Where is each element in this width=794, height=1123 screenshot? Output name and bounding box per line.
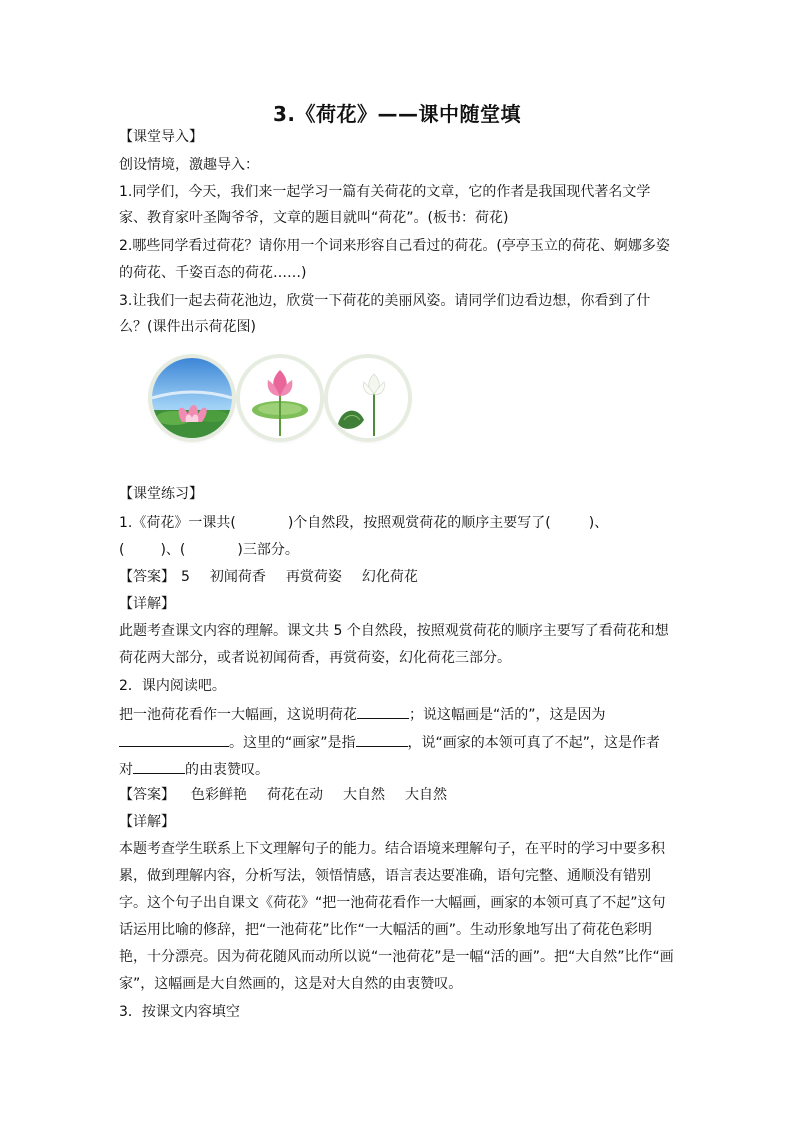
question-2-text-e: 对: [119, 762, 133, 778]
detail-1-label: 【详解】: [119, 596, 175, 612]
lotus-photo-pink: [240, 358, 320, 438]
answer-2-value: 荷花在动: [267, 787, 323, 803]
question-1-text-c: )、: [588, 515, 609, 531]
answer-2-value: 色彩鲜艳: [191, 787, 247, 803]
answer-1: [119, 568, 418, 586]
detail-2-line-2: 累，做到理解内容，分析写法，领悟情感，语言表达要准确，语句完整、通顺没有错别: [119, 868, 651, 884]
answer-2-value: 大自然: [343, 787, 385, 803]
question-2-line-2: [119, 732, 660, 752]
question-2-line-1: [119, 704, 606, 724]
question-1-text-a: 1.《荷花》一课共(: [119, 515, 236, 531]
fill-blank[interactable]: [356, 732, 408, 747]
answer-1-value: 初闻荷香: [209, 569, 266, 585]
section-heading-exercise: 【课堂练习】: [119, 486, 203, 502]
detail-1-line-2: 荷花两大部分，或者说初闻荷香，再赏荷姿，幻化荷花三部分。: [119, 650, 511, 666]
question-2-text-f: 的由衷赞叹。: [185, 762, 269, 778]
question-2-line-3: [119, 759, 269, 779]
intro-paragraph-1-line-2: 家、教育家叶圣陶爷爷，文章的题目就叫“荷花”。(板书：荷花): [119, 210, 509, 226]
fill-blank[interactable]: [119, 732, 229, 747]
question-2-title: 2．课内阅读吧。: [119, 678, 226, 694]
answer-1-value: 再赏荷姿: [285, 569, 342, 585]
intro-paragraph-2-line-1: 2.哪些同学看过荷花？请你用一个词来形容自己看过的荷花。(亭亭玉立的荷花、婀娜多姿: [119, 238, 670, 254]
question-1-text-f: )三部分。: [237, 542, 299, 558]
detail-2-line-1: 本题考查学生联系上下文理解句子的能力。结合语境来理解句子，在平时的学习中要多积: [119, 841, 665, 857]
question-1-text-d: (: [119, 542, 125, 558]
answer-1-value: 幻化荷花: [361, 569, 418, 585]
question-2-text-a: 把一池荷花看作一大幅画，这说明荷花: [119, 707, 357, 723]
question-2-text-d: ，说“画家的本领可真了不起”，这是作者: [407, 735, 661, 751]
question-2-text-c: 。这里的“画家”是指: [229, 735, 356, 751]
fill-blank[interactable]: [133, 759, 185, 774]
question-1-text-e: )、(: [160, 542, 186, 558]
question-2-text-b: ；说这幅画是“活的”，这是因为: [409, 707, 606, 723]
intro-paragraph-1-line-1: 1.同学们，今天，我们来一起学习一篇有关荷花的文章，它的作者是我国现代著名文学: [119, 184, 651, 200]
answer-2: [119, 786, 447, 804]
detail-2-line-6: 家”，这幅画是大自然画的，这是对大自然的由衷赞叹。: [119, 976, 463, 992]
detail-2-line-3: 字。这个句子出自课文《荷花》“把一池荷花看作一大幅画，画家的本领可真了不起”这句: [119, 895, 666, 911]
answer-1-label: 【答案】: [119, 569, 175, 585]
answer-1-value: 5: [181, 569, 190, 585]
page-title: 3.《荷花》——课中随堂填: [272, 102, 521, 126]
answer-2-label: 【答案】: [119, 787, 175, 803]
question-1-text-b: )个自然段，按照观赏荷花的顺序主要写了(: [287, 515, 551, 531]
intro-lead: 创设情境，激趣导入：: [119, 157, 259, 173]
intro-paragraph-3-line-1: 3.让我们一起去荷花池边，欣赏一下荷花的美丽风姿。请同学们边看边想，你看到了什: [119, 293, 651, 309]
lotus-pictures: [118, 350, 418, 480]
fill-blank[interactable]: [357, 704, 409, 719]
section-heading-intro: 【课堂导入】: [119, 129, 203, 145]
question-3-title: 3．按课文内容填空: [119, 1004, 240, 1020]
intro-paragraph-2-line-2: 的荷花、千姿百态的荷花……): [119, 265, 307, 281]
question-1-line-2: [119, 541, 299, 559]
lotus-photo-sky: [152, 358, 232, 438]
detail-2-line-5: 艳，十分漂亮。因为荷花随风而动所以说“一池荷花”是一幅“活的画”。把“大自然”比作“画: [119, 949, 674, 965]
lotus-photo-white: [328, 358, 408, 438]
answer-2-value: 大自然: [405, 787, 447, 803]
detail-2-label: 【详解】: [119, 814, 175, 830]
detail-2-line-4: 话运用比喻的修辞，把“一池荷花”比作“一大幅活的画”。生动形象地写出了荷花色彩明: [119, 922, 653, 938]
question-1-line-1: [119, 514, 608, 532]
detail-1-line-1: 此题考查课文内容的理解。课文共 5 个自然段，按照观赏荷花的顺序主要写了看荷花和想: [119, 623, 669, 639]
intro-paragraph-3-line-2: 么？(课件出示荷花图): [119, 319, 256, 335]
